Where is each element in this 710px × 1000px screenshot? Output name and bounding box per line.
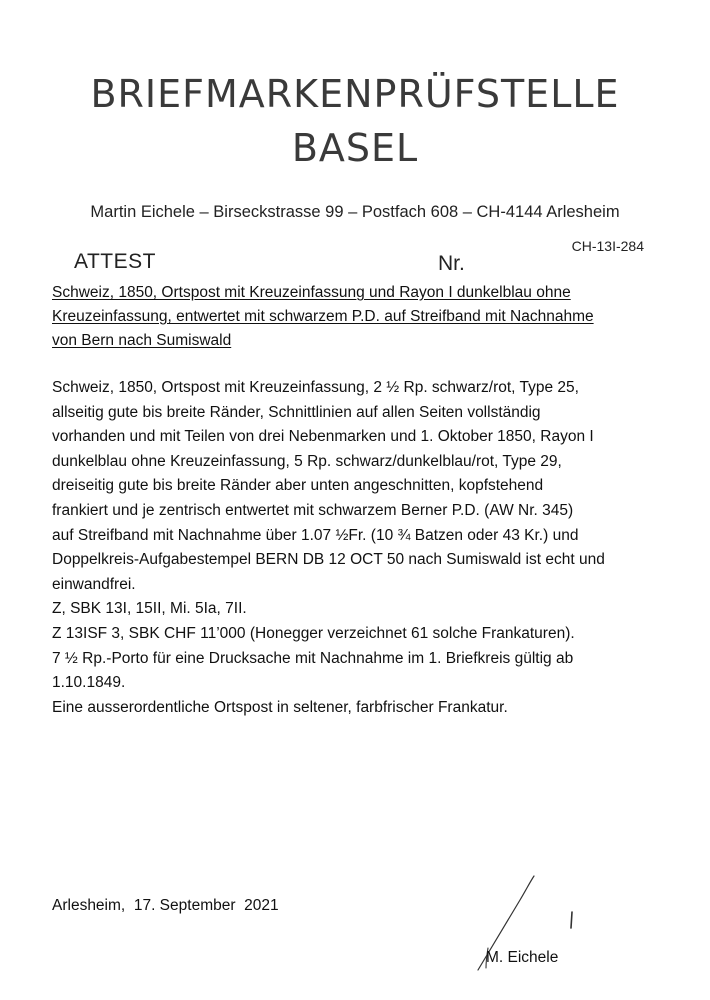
issuer-address: Martin Eichele – Birseckstrasse 99 – Postfach 608 – CH-4144 Arlesheim (90, 203, 620, 221)
body-line: vorhanden und mit Teilen von drei Nebenmarken und 1. Oktober 1850, Rayon I (52, 428, 594, 446)
nr-label: Nr. (438, 252, 465, 275)
body-line: dunkelblau ohne Kreuzeinfassung, 5 Rp. schwarz/dunkelblau/rot, Type 29, (52, 452, 562, 470)
certificate-number: CH-13I-284 (571, 238, 644, 254)
body-line: Z 13ISF 3, SBK CHF 11’000 (Honegger verzeichnet 61 solche Frankaturen). (52, 624, 575, 642)
page-title-line2: BASEL (291, 126, 419, 170)
certificate-body (52, 376, 662, 720)
body-line: auf Streifband mit Nachnahme über 1.07 ½Fr. (10 ¾ Batzen oder 43 Kr.) und (52, 526, 579, 544)
body-line: Z, SBK 13I, 15II, Mi. 5Ia, 7II. (52, 600, 247, 618)
subject-line: Kreuzeinfassung, entwertet mit schwarzem P.D. auf Streifband mit Nachnahme (52, 308, 594, 325)
body-line: 7 ½ Rp.-Porto für eine Drucksache mit Nachnahme im 1. Briefkreis gültig ab (52, 649, 574, 667)
page-title-line1: BRIEFMARKENPRÜFSTELLE (90, 72, 620, 116)
subject-line: von Bern nach Sumiswald (52, 332, 232, 349)
signer-name: M. Eichele (486, 949, 559, 966)
body-line: einwandfrei. (52, 575, 136, 593)
attest-heading: ATTEST (74, 250, 156, 273)
body-line: Schweiz, 1850, Ortspost mit Kreuzeinfassung, 2 ½ Rp. schwarz/rot, Type 25, (52, 379, 579, 396)
subject-line: Schweiz, 1850, Ortspost mit Kreuzeinfassung und Rayon I dunkelblau ohne (52, 284, 571, 301)
subject-heading (52, 281, 662, 353)
body-line: Eine ausserordentliche Ortspost in seltener, farbfrischer Frankatur. (52, 698, 508, 716)
place-and-date: Arlesheim, 17. September 2021 (52, 897, 279, 914)
body-line: allseitig gute bis breite Ränder, Schnittlinien auf allen Seiten vollständig (52, 403, 541, 421)
body-line: frankiert und je zentrisch entwertet mit schwarzem Berner P.D. (AW Nr. 345) (52, 501, 574, 519)
body-line: Doppelkreis-Aufgabestempel BERN DB 12 OCT 50 nach Sumiswald ist echt und (52, 551, 605, 569)
body-line: dreiseitig gute bis breite Ränder aber unten angeschnitten, kopfstehend (52, 477, 544, 495)
body-line: 1.10.1849. (52, 674, 126, 692)
